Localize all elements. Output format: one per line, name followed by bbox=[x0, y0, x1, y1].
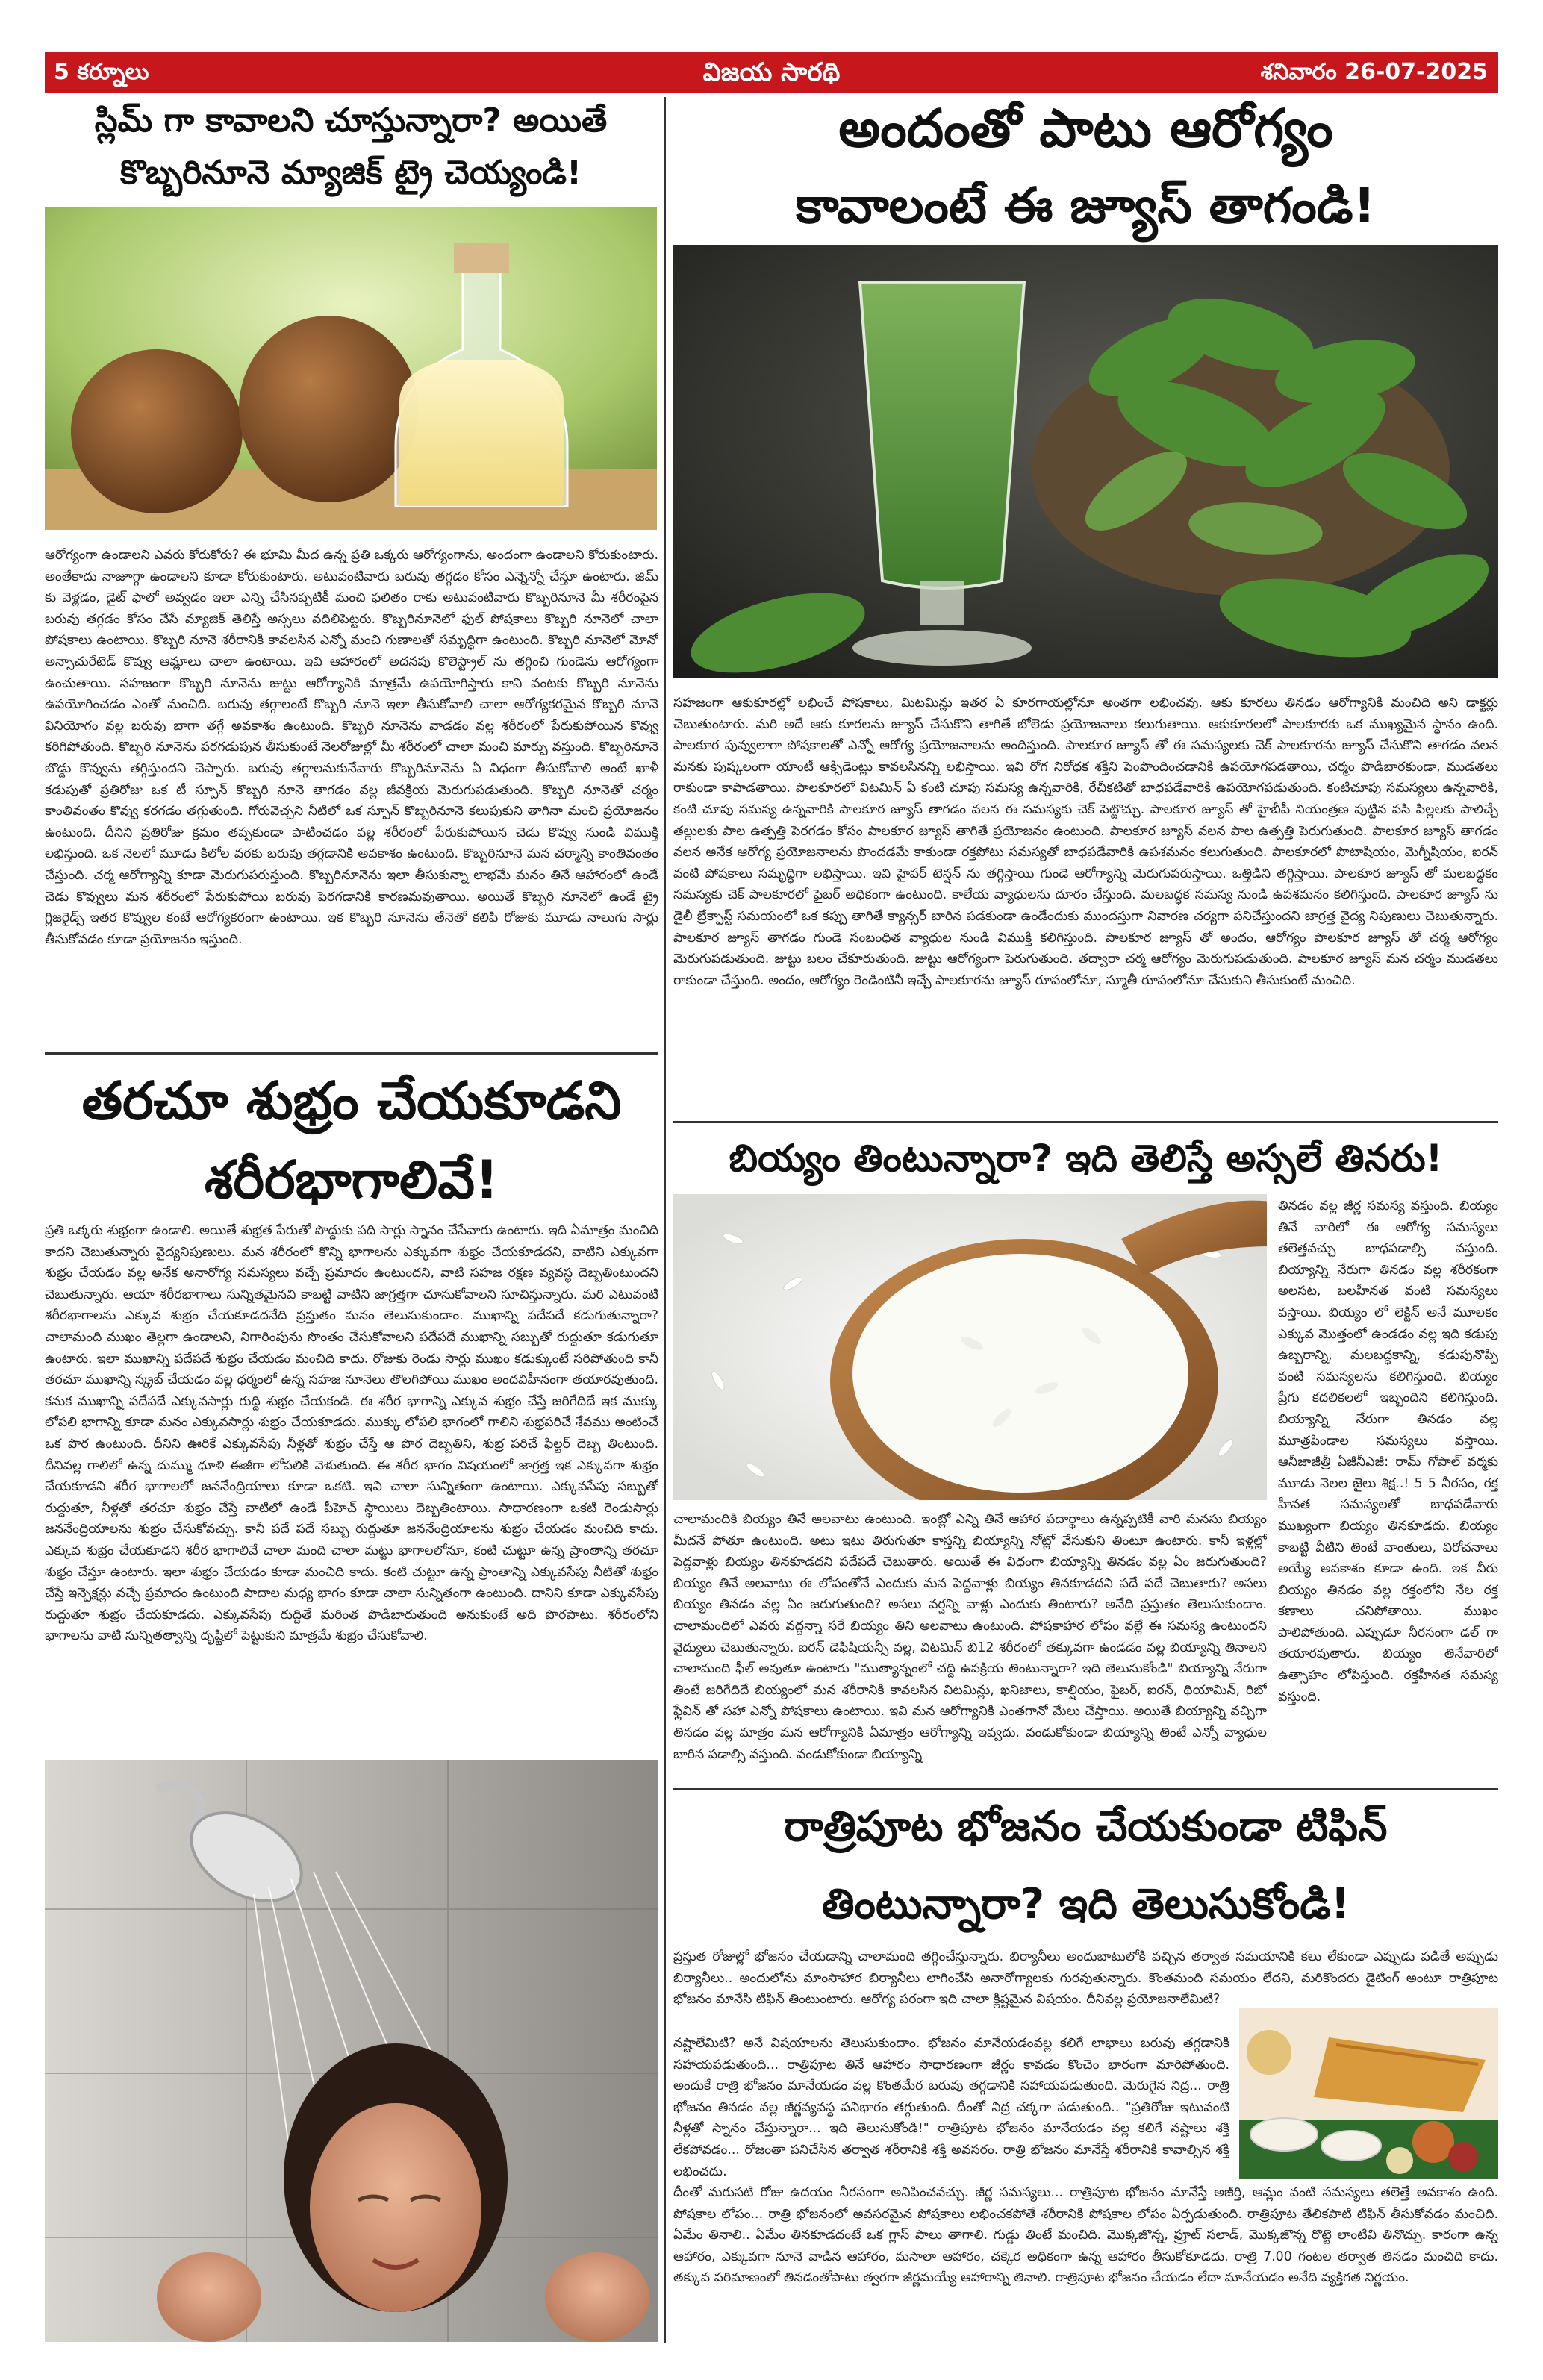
shower-photo bbox=[45, 1760, 658, 2342]
coconut-headline-line2: కొబ్బరినూనె మ్యాజిక్ ట్రై చెయ్యండి! bbox=[119, 154, 582, 192]
tiffin-body-bottom: దీంతో మరుసటి రోజు ఉదయం నీరసంగా అనిపించవచ్చు. జీర్ణ సమస్యలు... రాత్రిపూట భోజనం మానేస్తే అజీర్తి, ఆమ్లం వంటి సమస్యలు తలెత్తే అవకాశం ఉంది. పోషకాల లోపం... రాత్రి భోజనంలో అవసరమైన పోషకాలు లభించకపోతే శరీరానికి పోషకాల లోపం ఏర్పడుతుంది. రాత్రిపూట తేలికపాటి టిఫిన్ తీసుకోవడం మంచిది. ఏమేం తినాలి.. ఏమేం తినకూడదంటే ఒక గ్లాస్ పాలు తాగాలి. గుడ్డు తింటే మంచిది. మొక్కజొన్న, ఫ్రూట్ సలాడ్, మొక్కజొన్న రొట్టె లాంటివి తినొచ్చు. కారంగా ఉన్న ఆహారం, ఎక్కువగా నూనె వాడిన ఆహారం, మసాలా ఆహారం, చక్కెర అధికంగా ఉన్న ఆహారం తీసుకోకూడదు. రాత్రి 7.00 గంటల తర్వాత తినడం మంచిది కాదు. తక్కువ పరిమాణంలో తినడంతోపాటు త్వరగా జీర్ణమయ్యే ఆహారాన్ని తినాలి. రాత్రిపూట భోజనం చేయడం లేదా మానేయడం అనేది వ్యక్తిగత నిర్ణయం. bbox=[673, 2185, 1498, 2286]
coconut-oil-photo bbox=[45, 207, 657, 530]
rice-side-column bbox=[1278, 1196, 1498, 1785]
juice-headline bbox=[673, 91, 1498, 243]
rice-article-body bbox=[673, 1509, 1267, 1787]
tiffin-body-side: నష్టాలేమిటి? అనే విషయాలను తెలుసుకుందాం. భోజనం మానేయడంవల్ల కలిగే లాభాలు బరువు తగ్గడానికి సహాయపడుతుంది... రాత్రిపూట తినే ఆహారం సాధారణంగా జీర్ణం కావడం కొంచెం భారంగా మారిపోతుంది. అందుకే రాత్రి భోజనం మానేయడం వల్ల కొంతమేర బరువు తగ్గడానికి సహాయపడుతుంది. మెరుగైన నిద్ర... రాత్రి భోజనం తినడం వల్ల జీర్ణవ్యవస్థ పనిభారం తగ్గుతుంది. దీంతో నిద్ర చక్కగా పడుతుంది.. "ప్రతిరోజు ఇటువంటి నీళ్లతో స్నానం చేస్తున్నారా... ఇది తెలుసుకోండి!" రాత్రిపూట భోజనం మానేయడం వల్ల కలిగే నష్టాలు శక్తి లేకపోవడం... రోజంతా పనిచేసిన తర్వాత శరీరానికి శక్తి అవసరం. రాత్రి భోజనం మానేస్తే శరీరానికి కావాల్సిన శక్తి లభించదు. bbox=[673, 2036, 1229, 2179]
juice-headline-line2: కావాలంటే ఈ జ్యూస్ తాగండి! bbox=[796, 177, 1376, 234]
coconut-article-body bbox=[45, 545, 658, 1046]
page-number-city: 5 కర్నూలు bbox=[54, 59, 149, 85]
tiffin-headline bbox=[673, 1795, 1498, 1937]
spinach-juice-photo bbox=[673, 245, 1498, 678]
juice-article-body bbox=[673, 693, 1498, 1119]
coconut-headline-line1: స్లిమ్ గా కావాలని చూస్తున్నారా? అయితే bbox=[94, 101, 608, 140]
rice-side-text: తినడం వల్ల జీర్ణ సమస్య వస్తుంది. బియ్యం తినే వారిలో ఈ ఆరోగ్య సమస్యలు తలెత్తవచ్చు బాధపడాల్సి వస్తుంది. బియ్యాన్ని నేరుగా తినడం వల్ల శరీరకంగా అలసట, బలహీనత వంటి సమస్యలు వస్తాయి. బియ్యం లో లెక్టిన్ అనే మూలకం ఎక్కువ మొత్తంలో ఉండడం వల్ల ఇది కడుపు ఉబ్బరాన్ని, మలబద్ధకాన్ని, కడుపునొప్పి వంటి సమస్యలను కలిగిస్తుంది. బియ్యం ప్రేగు కదలికలలో ఇబ్బందిని కలిగిస్తుంది. బియ్యాన్ని నేరుగా తినడం వల్ల మూత్రపిండాల సమస్యలు వస్తాయి. ఆనీజాజీత్రీ ఏజీనీఎజీ: రామ్ గోపాల్ వర్మకు మూడు నెలల జైలు శిక్ష..! 5 5 నీరసం, రక్త హీనత సమస్యలతో బాధపడేవారు ముఖ్యంగా బియ్యం తినకూడదు. బియ్యం కాబట్టి వీటిని తింటే వాంతులు, విరోచనాలు అయ్యే అవకాశం కూడా ఉంది. ఇక వీరు బియ్యం తినడం వల్ల రక్తంలోని నేల రక్త కణాలు చనిపోతాయి. ముఖం పాలిపోతుంది. ఎప్పుడూ నీరసంగా డల్ గా తయారవుతారు. బియ్యం తినేవారిలో ఉత్సాహం లోపిస్తుంది. రక్తహీనత సమస్య వస్తుంది. bbox=[1278, 1199, 1498, 1705]
tiffin-food-photo bbox=[1239, 2008, 1498, 2179]
column-divider bbox=[664, 97, 666, 2343]
clean-headline-line1: తరచూ శుభ్రం చేయకూడని bbox=[81, 1070, 622, 1131]
coconut-headline bbox=[45, 97, 657, 197]
tiffin-headline-line1: రాత్రిపూట భోజనం చేయకుండా టిఫిన్ bbox=[784, 1802, 1388, 1851]
masthead-band bbox=[45, 52, 1498, 93]
clean-headline-line2: శరీరభాగాలివే! bbox=[204, 1149, 499, 1211]
clean-article-body bbox=[45, 1220, 658, 1758]
tiffin-body-top: ప్రస్తుత రోజుల్లో భోజనం చేయడాన్ని చాలామంది తగ్గించేస్తున్నారు. బిర్యానీలు అందుబాటులోకి వచ్చిన తర్వాత సమయానికి కలు లేకుండా ఎప్పుడు పడితే అప్పుడు బిర్యానీలు.. అందులోను మాంసాహార బిర్యానీలు లాగించేసి అనారోగ్యాలకు గురవుతున్నారు. కొంతమంది సమయం లేదని, మరికొందరు డైటింగ్ అంటూ రాత్రిపూట భోజనం మానేసి టిఫిన్ తింటుంటారు. ఆరోగ్య పరంగా ఇది చాలా క్లిష్టమైన విషయం. దీనివల్ల ప్రయోజనాలేమిటి? bbox=[673, 1949, 1498, 2008]
tiffin-article-bottom bbox=[673, 2182, 1498, 2343]
juice-bottom-rule bbox=[673, 1121, 1498, 1123]
clean-headline bbox=[45, 1063, 658, 1217]
rice-headline: బియ్యం తింటున్నారా? ఇది తెలిస్తే అస్సలే తినరు! bbox=[729, 1137, 1443, 1180]
coconut-body-text: ఆరోగ్యంగా ఉండాలని ఎవరు కోరుకోరు? ఈ భూమి మీద ఉన్న ప్రతి ఒక్కరు ఆరోగ్యంగాను, అందంగా ఉండాలని కోరుకుంటారు. అంతేకాదు నాజూగ్గా ఉండాలని కూడా కోరుకుంటారు. అటువంటివారు బరువు తగ్గడం కోసం ఎన్నెన్నో చేస్తూ ఉంటారు. జిమ్ కు వెళ్లడం, డైట్ ఫాలో అవ్వడం ఇలా ఎన్ని చేసినప్పటికీ మంచి ఫలితం రాకు అటువంటివారు కొబ్బరినూనె మీ శరీరంపైన బరువు తగ్గడం కోసం చేసే మ్యాజిక్ తెలిస్తే అస్సలు వదిలిపెట్టరు. కొబ్బరినూనెలో ఫుల్ పోషకాలు కొబ్బరి నూనెలో చాలా పోషకాలు ఉంటాయి. కొబ్బరి నూనె శరీరానికి కావలసిన ఎన్నో మంచి గుణాలతో సమృద్ధిగా ఉంటుంది. కొబ్బరి నూనెలో మోనో అన్సాచురేటెడ్ కొవ్వు ఆమ్లాలు చాలా ఉంటాయి. ఇవి ఆహారంలో అదనపు కొలెస్ట్రాల్ ను తగ్గించి గుండెను ఆరోగ్యంగా ఉంచుతాయి. సహజంగా కొబ్బరి నూనెను జుట్టు ఆరోగ్యానికి మాత్రమే ఉపయోగిస్తారు కాని వంటకు కొబ్బరి నూనెను ఉపయోగించడం ఎంతో మంచిది. బరువు తగ్గాలంటే కొబ్బరి నూనె ఇలా తీసుకోవాలి చాలా ఆరోగ్యకరమైన కొబ్బరి నూనె వినియోగం వల్ల బరువు బాగా తగ్గే అవకాశం ఉంటుంది. కొబ్బరి నూనెను వాడడం వల్ల శరీరంలో పేరుకుపోయిన కొవ్వు కరిగిపోతుంది. కొబ్బరి నూనెను పరగడుపున తీసుకుంటే నెలరోజుల్లో మీ శరీరంలో చాలా మంచి మార్పు వస్తుంది. కొబ్బరినూనె బొడ్డు కొవ్వును తగ్గిస్తుందని చెప్పారు. బరువు తగ్గాలనుకునేవారు కొబ్బరినూనెను ఏ విధంగా తీసుకోవాలి అంటే ఖాళీ కడుపుతో ప్రతిరోజు ఒక టీ స్పూన్ కొబ్బరి నూనె తాగడం వల్ల జీవక్రియ మెరుగుపడుతుంది. కొబ్బరి నూనెతో చర్మం కాంతివంతం కొవ్వు కరగడం తగ్గుతుంది. గోరువెచ్చని నీటిలో ఒక స్పూన్ కొబ్బరినూనె కలుపుకుని తాగినా మంచి ప్రయోజనం ఉంటుంది. దీనిని ప్రతిరోజు క్రమం తప్పకుండా పాటించడం వల్ల శరీరంలో పేరుకుపోయిన చెడు కొవ్వు నుండి విముక్తి లభిస్తుంది. ఒక నెలలో మూడు కిలోల వరకు బరువు తగ్గడానికి అవకాశం ఉంటుంది. కొబ్బరినూనె మన చర్మాన్ని కాంతివంతం చేస్తుంది. చర్మ ఆరోగ్యాన్ని కూడా మెరుగుపరుస్తుంది. కొబ్బరినూనెను ఇలా తీసుకున్నా లాభమే మనం తినే ఆహారంలో ఉండే చెడు కొవ్వులు మన శరీరంలో పేరుకుపోయి బరువు పెరగడానికి కారణమవుతాయి. అయితే కొబ్బరి నూనెలో ఉండే ట్రై గ్లిజరైడ్స్ ఇతర కొవ్వుల కంటే ఆరోగ్యకరంగా ఉంటాయి. ఇక కొబ్బరి నూనెను తేనెతో కలిపి రోజుకు మూడు నాలుగు సార్లు తీసుకోవడం కూడా ప్రయోజనం ఇస్తుంది. bbox=[45, 548, 658, 947]
tiffin-headline-line2: తింటున్నారా? ఇది తెలుసుకోండి! bbox=[821, 1880, 1350, 1928]
rice-photo bbox=[673, 1194, 1267, 1500]
clean-body-text: ప్రతి ఒక్కరు శుభ్రంగా ఉండాలి. అయితే శుభ్రత పేరుతో పొద్దుకు పది సార్లు స్నానం చేసేవారు ఉంటారు. ఇది ఏమాత్రం మంచిది కాదని చెబుతున్నారు వైద్యనిపుణులు. మన శరీరంలో కొన్ని భాగాలను ఎక్కువగా శుభ్రం చేయకూడదని, వాటిని ఎక్కువగా శుభ్రం చేయడం వల్ల అనేక అనారోగ్య సమస్యలు వచ్చే ప్రమాదం ఉంటుందని, వాటి సహజ రక్షణ వ్యవస్థ దెబ్బతింటుందని చెబుతున్నారు. ఆయా శరీరభాగాలు సున్నితమైనవి కాబట్టి వాటిని జాగ్రత్తగా చూసుకోవాలని సూచిస్తున్నారు. మరి ఎటువంటి శరీరభాగాలను ఎక్కువ శుభ్రం చేయకూడదనేది ప్రస్తుతం మనం తెలుసుకుందాం. ముఖాన్ని పదేపదే కడుగుతున్నారా? చాలామంది ముఖం తెల్లగా ఉండాలని, నిగారింపును సొంతం చేసుకోవాలని పదేపదే ముఖాన్ని సబ్బుతో రుద్దుతూ కడుగుతూ ఉంటారు. ఇలా ముఖాన్ని పదేపదే శుభ్రం చేయడం మంచిది కాదు. రోజుకు రెండు సార్లు ముఖం కడుక్కుంటే సరిపోతుంది కానీ తరచూ ముఖాన్ని స్క్రబ్ చేయడం వల్ల ధర్మంలో ఉన్న సహజ నూనెలు తొలగిపోయి ముఖం అందవిహీనంగా తయారవుతుంది. కనుక ముఖాన్ని పదేపదే ఎక్కువసార్లు రుద్ది శుభ్రం చేయకండి. ఈ శరీర భాగాన్ని ఎక్కువ శుభ్రం చేస్తే జరిగేదిదే ఇక ముక్కు లోపలి భాగాన్ని కూడా మనం ఎక్కువసార్లు శుభ్రం చేయకూడదు. ముక్కు లోపలి భాగంలో గాలిని శుభ్రపరిచే శేవము అంటించే ఒక పొర ఉంటుంది. దీనిని ఊరికే ఎక్కువసేపు నీళ్లతో శుభ్రం చేస్తే ఆ పొర దెబ్బతిని, శుభ్ర పరిచే ఫిల్టర్ దెబ్బ తింటుంది. దీనివల్ల గాలిలో ఉన్న దుమ్ము ధూళి ఈజీగా లోపలికి వెళుతుంది. ఈ శరీర భాగం విషయంలో జాగ్రత్త ఇక ఎక్కువగా శుభ్రం చేయకూడని శరీర భాగాలలో జననేంద్రియాలు కూడా ఒకటి. ఇవి చాలా సున్నితంగా ఉంటాయి. ఎక్కువసేపు సబ్బుతో రుద్దుతూ, నీళ్లతో తరచూ శుభ్రం చేస్తే వాటిలో ఉండే పీహెచ్ స్థాయిలు దెబ్బతింటాయి. సాధారణంగా ఒకటి రెండుసార్లు జననేంద్రియాలను శుభ్రం చేసుకోవచ్చు. కానీ పదే పదే సబ్బు రుద్దుతూ జననేంద్రియాలను శుభ్రం చేయడం మంచిది కాదు. ఎక్కువ శుభ్రం చేయకూడని శరీర భాగాలివే చాలా మంది చాలా మట్టు భాగాలలోనూ, కంటి చుట్టూ ఉన్న ప్రాంతాన్ని తరచూ శుభ్రం చేస్తూ ఉంటారు. ఇలా శుభ్రం చేయడం కూడా మంచిది కాదు. కంటి చుట్టూ ఉన్న ప్రాంతాన్ని ఎక్కువసేపు నీటితో శుభ్రం చేస్తే ఇన్ఫెక్షన్లు వచ్చే ప్రమాదం ఉంటుంది పాదాల మధ్య భాగం కూడా చాలా సున్నితంగా ఉంటుంది. దానిని కూడా ఎక్కువసేపు రుద్దుతూ శుభ్రం చేయకూడదు. ఎక్కువసేపు రుద్దితే మరింత పొడిబారుతుంది అనుకుంటే అది పొరపాటు. శరీరంలోని భాగాలను వాటి సున్నితత్వాన్ని దృష్టిలో పెట్టుకుని మాత్రమే శుభ్రం చేసుకోవాలి. bbox=[45, 1223, 658, 1644]
juice-headline-line1: అందంతో పాటు ఆరోగ్యం bbox=[838, 98, 1333, 159]
juice-body-text: సహజంగా ఆకుకూరల్లో లభించే పోషకాలు, మిటమిన్లు ఇతర ఏ కూరగాయల్లోనూ అంతగా లభించవు. ఆకు కూరలు తినడం ఆరోగ్యానికి మంచిది అని డాక్టర్లు చెబుతుంటారు. మరి అదే ఆకు కూరలను జ్యూస్ చేసుకొని తాగితే బోలెడు ప్రయోజనాలు కలుగుతాయి. ఆకుకూరలలో పాలకూరకు ఒక ముఖ్యమైన స్థానం ఉంది. పాలకూర పువ్వులాగా పోషకాలతో ఎన్నో ఆరోగ్య ప్రయోజనాలను అందిస్తుంది. పాలకూర జ్యూస్ తో ఈ సమస్యలకు చెక్ పాలకూరను జ్యూస్ చేసుకొని తాగడం వలన మనకు పుష్కలంగా యాంటీ ఆక్సిడెంట్లు కావలసినన్ని లభిస్తాయి. ఇవి రోగ నిరోధక శక్తిని పెంపొందించడానికి ఉపయోగపడతాయి, చర్మం పొడిబారకుండా, ముడతలు రాకుండా కాపాడతాయి. పాలకూరలో విటమిన్ ఏ కంటి చూపు సమస్య ఉన్నవారికి, రేచీకటితో బాధపడేవారికి ఉపయోగపడుతుంది. కంటిచూపు సమస్యలు ఉన్నవారికి, కంటి చూపు సమస్య ఉన్నవారికి పాలకూర జ్యూస్ తాగడం వలన ఈ సమస్యకు చెక్ పెట్టొచ్చు. పాలకూర జ్యూస్ తో హైబీపీ నియంత్రణ పుట్టిన పసి పిల్లలకు పాలిచ్చే తల్లులకు పాల ఉత్పత్తి పెరగడం కోసం పాలకూర జ్యూస్ తాగితే ప్రయోజనం ఉంటుంది. పాలకూర జ్యూస్ వలన పాల ఉత్పత్తి పెరుగుతుంది. పాలకూర జ్యూస్ తాగడం వలన అనేక ఆరోగ్య ప్రయోజనాలను పొందడమే కాకుండా రక్తపోటు సమస్యతో బాధపడేవారికి ఉపశమనం కలుగుతుంది. పాలకూరలో పొటాషియం, మెగ్నీషియం, ఐరన్ వంటి పోషకాలు సమృద్ధిగా లభిస్తాయి. ఇవి హైపర్ టెన్షన్ ను తగ్గిస్తాయి గుండె ఆరోగ్యాన్ని మెరుగుపరుస్తాయి. ఒత్తిడిని తగ్గిస్తాయి. పాలకూర జ్యూస్ తో మలబద్ధకం సమస్యకు చెక్ పాలకూరలో ఫైబర్ అధికంగా ఉంటుంది. కాలేయ వ్యాధులను దూరం చేస్తుంది. మలబద్ధక సమస్య నుండి ఉపశమనం కలిగిస్తుంది. పాలకూర జ్యూస్ ను డైలీ బ్రేక్ఫాస్ట్ సమయంలో ఒక కప్పు తాగితే క్యాన్సర్ బారిన పడకుండా ఉండేందుకు ముందస్తుగా నివారణ చర్యగా పనిచేస్తుందని జాగ్రత్త వైద్య నిపుణులు చెబుతున్నారు. పాలకూర జ్యూస్ తాగడం గుండె సంబంధిత వ్యాధుల నుండి విముక్తి కలిగిస్తుంది. పాలకూర జ్యూస్ తో అందం, ఆరోగ్యం పాలకూర జ్యూస్ తో చర్మ ఆరోగ్యం మెరుగుపడుతుంది. జుట్టు బలం చేకూరుతుంది. జుట్టు ఆరోగ్యంగా పెరుగుతుంది. తద్వారా చర్మ ఆరోగ్యం మెరుగుపడుతుంది. పాలకూర జ్యూస్ మన చర్మం ముడతలు రాకుండా చేస్తుంది. అందం, ఆరోగ్యం రెండింటినీ ఇచ్చే పాలకూరను జ్యూస్ రూపంలోనూ, స్మూతీ రూపంలోనూ చేసుకుని తీసుకుంటే మంచిది. bbox=[673, 696, 1498, 988]
tiffin-article-side bbox=[673, 2033, 1229, 2182]
rice-body-text: చాలామందికి బియ్యం తినే అలవాటు ఉంటుంది. ఇంట్లో ఎన్ని తినే ఆహార పదార్థాలు ఉన్నప్పటికీ వారి మనసు బియ్యం మీదనే పోతూ ఉంటుంది. అటు ఇటు తిరుగుతూ కాస్తన్ని బియ్యాన్ని నోట్లో వేసుకుని తింటూ ఉంటారు. కానీ ఇళ్లల్లో పెద్దవాళ్లు బియ్యం తినకూడదని పదేపదే చెబుతారు. అయితే ఈ విధంగా బియ్యాన్ని తినడం వల్ల ఏం జరుగుతుంది? బియ్యం తినే అలవాటు ఈ లోపంతోనే ఎందుకు మన పెద్దవాళ్లు బియ్యం తినకూడదని పదే పదే చెబుతారు? అసలు బియ్యం తినడం వల్ల ఏం జరుగుతుంది? అసలు వర్షన్ని వాళ్లు ఎందుకు తింటారు? అనేది ప్రస్తుతం తెలుసుకుందాం. చాలామందిలో ఎవరు వద్దన్నా సరే బియ్యం తిని అలవాటు ఉంటుంది. పోషకాహార లోపం వల్లే ఈ సమస్య ఉంటుందని వైద్యులు చెబుతున్నారు. ఐరన్ డెఫిషియన్సీ వల్ల, విటమిన్ బి12 శరీరంలో తక్కువగా ఉండడం వల్ల బియ్యాన్ని తినాలని చాలామంది ఫీల్ అవుతూ ఉంటారు "ముత్యాన్నంలో చద్ది ఉపక్రియ తింటున్నారా? ఇది తెలుసుకోండి" బియ్యాన్ని నేరుగా తింటే జరిగేదిదే బియ్యంలో మన శరీరానికి కావలసిన విటమిన్లు, ఖనిజాలు, కాల్షియం, ఫైబర్, ఐరన్, థియామిన్, రిబో ఫ్లేవిన్ తో సహా ఎన్నో పోషకాలు ఉంటాయి. ఇవి మన ఆరోగ్యానికి ఎంతగానో మేలు చేస్తాయి. అయితే బియ్యాన్ని వచ్చిగా తినడం వల్ల మాత్రం మన ఆరోగ్యానికి ఏమాత్రం ఆరోగ్యాన్ని ఇవ్వదు. వండుకోకుండా బియ్యాన్ని తింటే ఎన్నో వ్యాధుల బారిన పడాల్సి వస్తుంది. వండుకోకుండా బియ్యాన్ని bbox=[673, 1512, 1267, 1762]
rice-bottom-rule bbox=[673, 1788, 1498, 1790]
newspaper-name: విజయ సారథి bbox=[702, 57, 841, 87]
coconut-bottom-rule bbox=[45, 1052, 658, 1055]
issue-date: శనివారం 26-07-2025 bbox=[1260, 59, 1488, 85]
